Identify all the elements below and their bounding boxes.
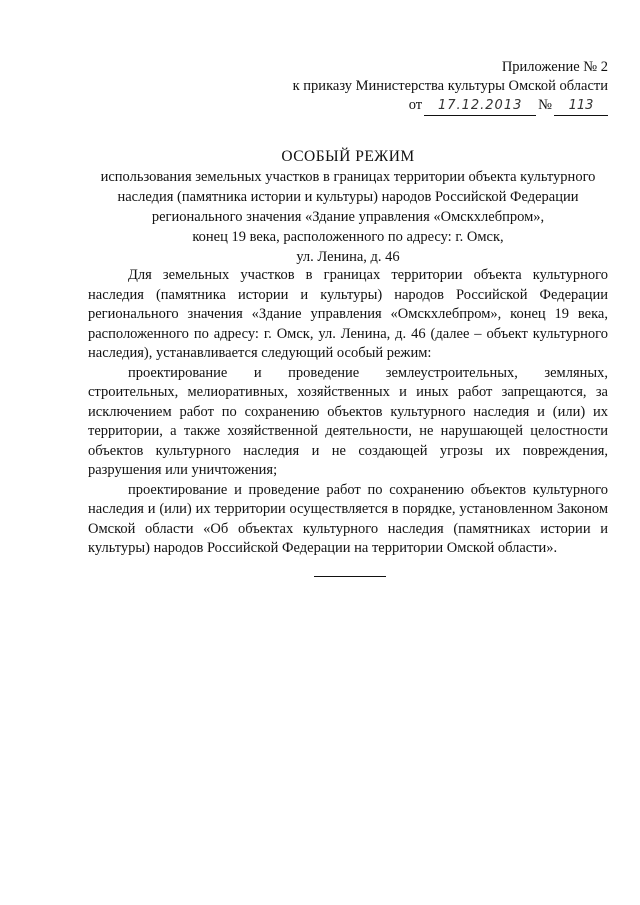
subtitle-line: ул. Ленина, д. 46 <box>296 249 400 265</box>
document-title: ОСОБЫЙ РЕЖИМ <box>281 148 415 165</box>
body-paragraph: Для земельных участков в границах территории объекта культурного наследия (памятника истории и культуры) народов Российской Федерации регионального значения «Здание управления «Омскхлебпром», конец 19 века, расположенного по адресу: г. Омск, ул. Ленина, д. 46 (далее – объект культурного наследия), устанавливается следующий особый режим: <box>88 267 608 361</box>
subtitle-line: регионального значения «Здание управления «Омскхлебпром», <box>151 209 545 225</box>
handwritten-number: 113 <box>554 96 608 116</box>
appendix-order-reference: к приказу Министерства культуры Омской области <box>292 78 608 94</box>
closing-divider <box>314 576 386 577</box>
body-paragraph: проектирование и проведение работ по сохранению объектов культурного наследия и (или) их территории осуществляется в порядке, установленном Законом Омской области «Об объектах культурного наследия (памятниках истории и культуры) народов Российской Федерации на территории Омской области». <box>88 481 608 556</box>
appendix-header <box>293 58 608 116</box>
handwritten-date: 17.12.2013 <box>424 96 536 116</box>
subtitle-line: использования земельных участков в границах территории объекта культурного <box>100 169 596 185</box>
document-title-block <box>60 148 636 267</box>
appendix-number: Приложение № 2 <box>501 59 608 75</box>
document-subtitle <box>60 167 636 267</box>
number-label: № <box>538 97 552 113</box>
body-paragraph: проектирование и проведение землеустроительных, земляных, строительных, мелиоративных, хозяйственных и иных работ запрещаются, за исключением работ по сохранению объектов культурного наследия и (или) их территории, а также хозяйственной деятельности, не нарушающей целостности объектов культурного наследия и не создающей угрозы их повреждения, разрушения или уничтожения; <box>88 364 608 478</box>
subtitle-line: конец 19 века, расположенного по адресу: г. Омск, <box>192 229 504 245</box>
subtitle-line: наследия (памятника истории и культуры) народов Российской Федерации <box>117 189 579 205</box>
appendix-date-number-line <box>409 96 608 116</box>
from-label: от <box>408 97 423 113</box>
document-body <box>88 266 608 559</box>
